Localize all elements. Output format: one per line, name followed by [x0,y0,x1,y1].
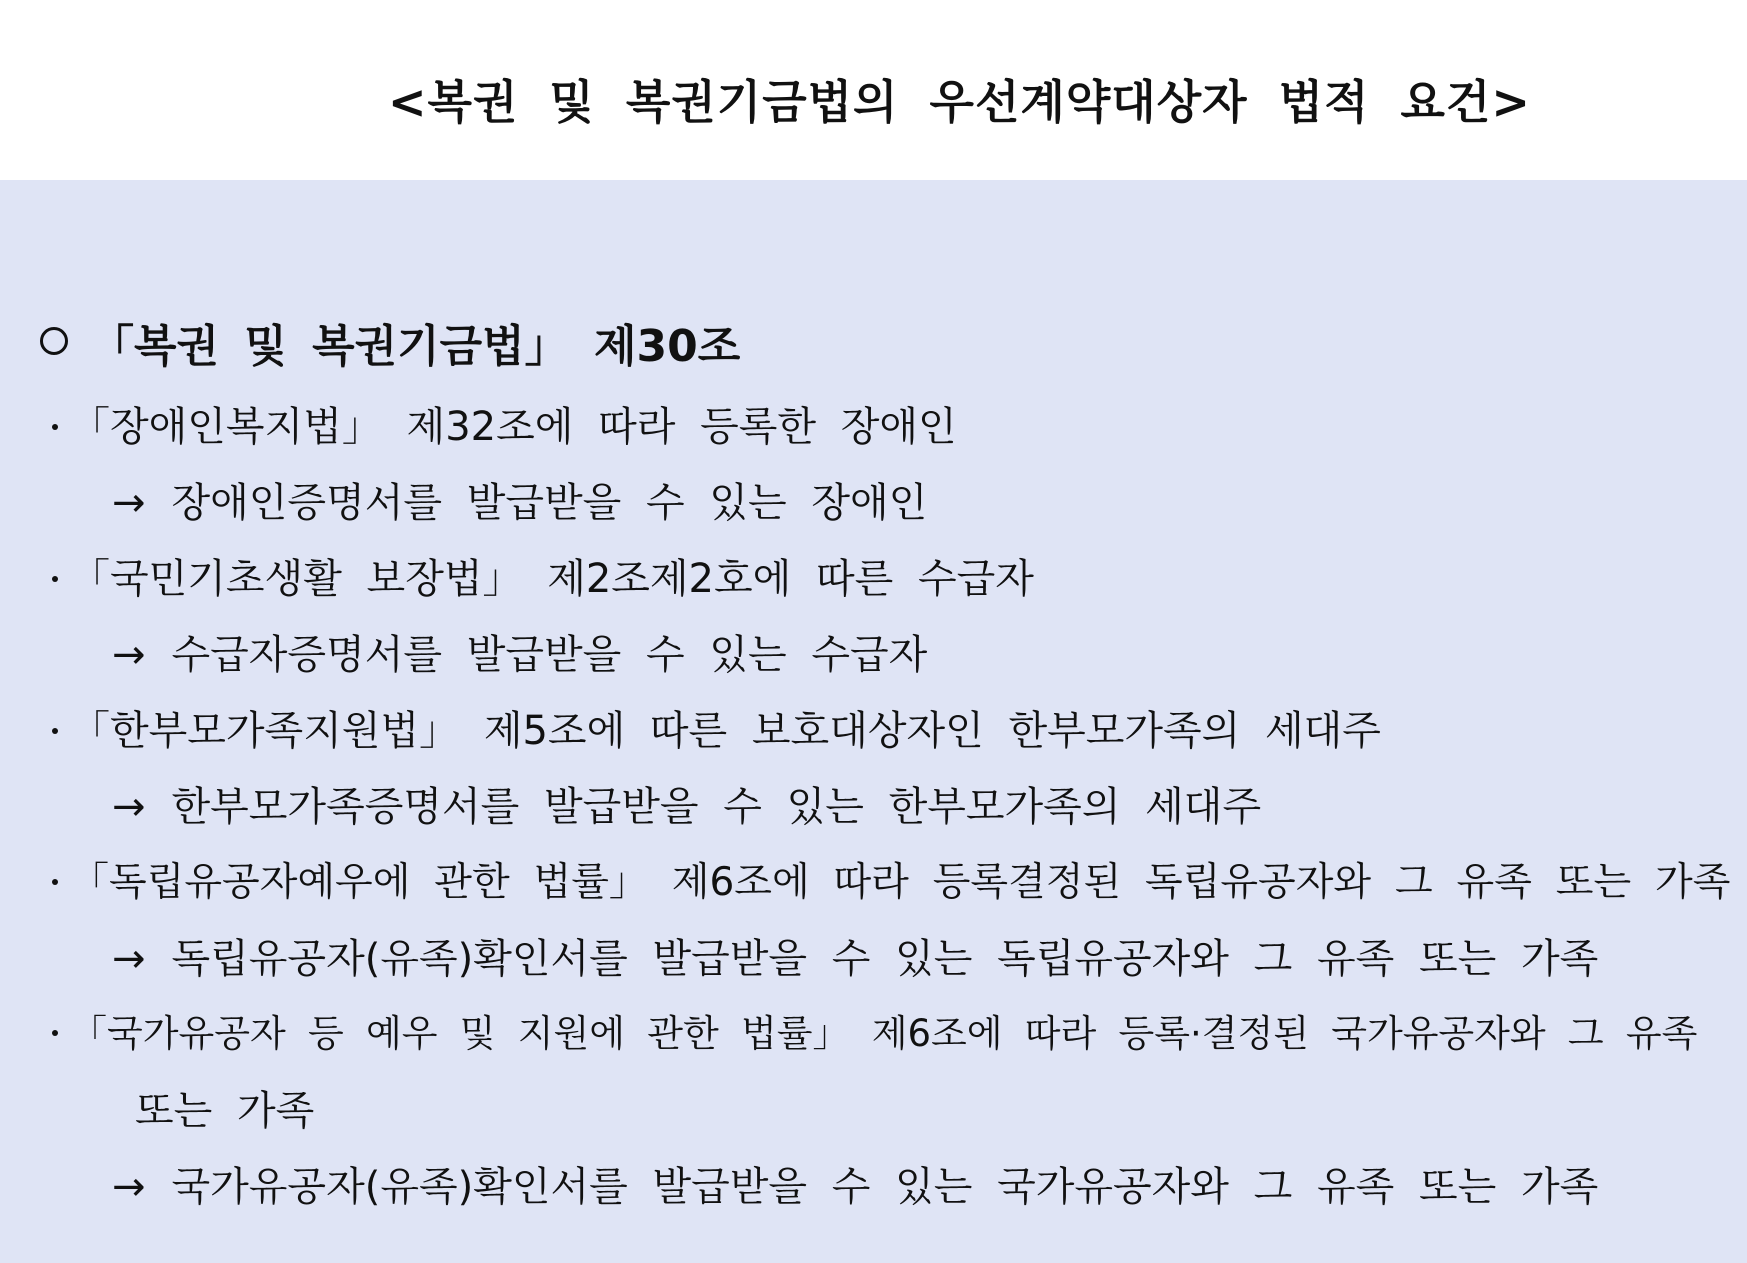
list-item-text: 「장애인복지법」 제32조에 따라 등록한 장애인 [70,404,957,450]
list-item [52,547,1034,604]
title-area [0,0,1747,180]
list-item-arrow-text: 수급자증명서를 발급받을 수 있는 수급자 [171,632,928,678]
list-item-arrow-line [112,1155,1598,1212]
list-item-arrow-text: 독립유공자(유족)확인서를 발급받을 수 있는 독립유공자와 그 유족 또는 가족 [171,936,1599,982]
list-item [52,395,957,452]
list-item-arrow-line [112,927,1598,984]
list-item-arrow-line [112,471,927,528]
bullet-dot-icon [52,1030,58,1036]
circle-bullet-icon [40,327,68,355]
bullet-dot-icon [52,728,58,734]
bullet-dot-icon [52,879,58,885]
bullet-dot-icon [52,424,58,430]
list-item-arrow-line [112,623,927,680]
list-item-arrow-line [112,775,1261,832]
section-heading-text: 「복권 및 복권기금법」 제30조 [90,321,741,372]
right-arrow-icon: → [112,480,146,526]
list-item-text: 「국가유공자 등 예우 및 지원에 관한 법률」 제6조에 따라 등록·결정된 국가유공자와 그 유족 [70,1012,1698,1055]
right-arrow-icon: → [112,784,146,830]
list-item [52,1003,1697,1057]
page-title: <복권 및 복권기금법의 우선계약대상자 법적 요건> [388,75,1531,129]
list-item-text: 「한부모가족지원법」 제5조에 따른 보호대상자인 한부모가족의 세대주 [70,708,1381,754]
right-arrow-icon: → [112,936,146,982]
right-arrow-icon: → [112,632,146,678]
list-item [52,851,1730,907]
right-arrow-icon: → [112,1164,146,1210]
bullet-dot-icon [52,576,58,582]
list-item-arrow-text: 국가유공자(유족)확인서를 발급받을 수 있는 국가유공자와 그 유족 또는 가족 [171,1164,1599,1210]
list-item-arrow-text: 한부모가족증명서를 발급받을 수 있는 한부모가족의 세대주 [171,784,1262,830]
section-heading [40,310,740,374]
list-item-continuation: 또는 가족 [135,1088,315,1134]
list-item-text: 「독립유공자예우에 관한 법률」 제6조에 따라 등록결정된 독립유공자와 그 유족 또는 가족 [70,860,1731,905]
list-item-text: 「국민기초생활 보장법」 제2조제2호에 따른 수급자 [70,556,1034,602]
list-item [52,699,1381,756]
list-item-arrow-text: 장애인증명서를 발급받을 수 있는 장애인 [171,480,928,526]
